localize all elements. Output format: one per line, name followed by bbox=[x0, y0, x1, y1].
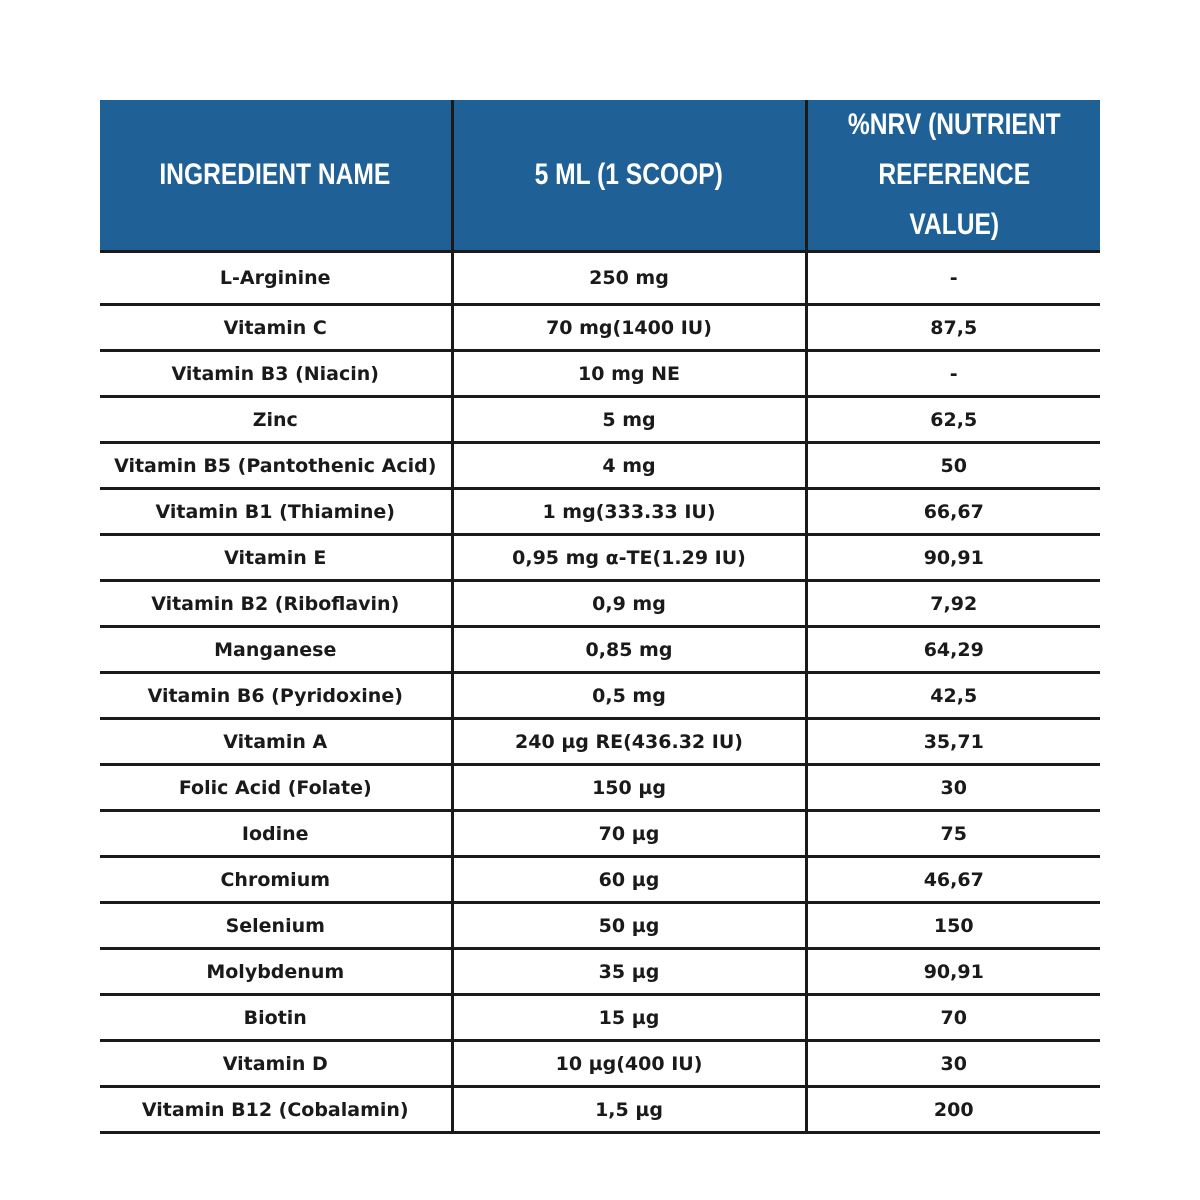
amount-cell: 50 µg bbox=[452, 903, 806, 949]
table-row bbox=[100, 1087, 1100, 1133]
ingredient-name-cell: Biotin bbox=[100, 995, 452, 1041]
ingredient-name-cell: Vitamin E bbox=[100, 535, 452, 581]
header-row bbox=[100, 100, 1100, 252]
amount-cell: 1 mg(333.33 IU) bbox=[452, 489, 806, 535]
table-row bbox=[100, 1041, 1100, 1087]
ingredient-name-cell: Molybdenum bbox=[100, 949, 452, 995]
amount-cell: 60 µg bbox=[452, 857, 806, 903]
table-body bbox=[100, 252, 1100, 1133]
table-row bbox=[100, 719, 1100, 765]
amount-cell: 10 µg(400 IU) bbox=[452, 1041, 806, 1087]
amount-cell: 5 mg bbox=[452, 397, 806, 443]
nrv-cell: 200 bbox=[806, 1087, 1100, 1133]
nrv-cell: 66,67 bbox=[806, 489, 1100, 535]
ingredient-name-cell: Vitamin B2 (Riboflavin) bbox=[100, 581, 452, 627]
amount-cell: 70 mg(1400 IU) bbox=[452, 305, 806, 351]
header-serving-size bbox=[452, 100, 806, 252]
nrv-cell: 50 bbox=[806, 443, 1100, 489]
amount-cell: 240 µg RE(436.32 IU) bbox=[452, 719, 806, 765]
ingredient-name-cell: Vitamin B12 (Cobalamin) bbox=[100, 1087, 452, 1133]
nrv-cell: 30 bbox=[806, 765, 1100, 811]
table-row bbox=[100, 305, 1100, 351]
ingredient-name-cell: Selenium bbox=[100, 903, 452, 949]
table-row bbox=[100, 252, 1100, 305]
table-row bbox=[100, 397, 1100, 443]
table-header bbox=[100, 100, 1100, 252]
table-row bbox=[100, 535, 1100, 581]
table-row bbox=[100, 673, 1100, 719]
nrv-cell: 90,91 bbox=[806, 949, 1100, 995]
amount-cell: 4 mg bbox=[452, 443, 806, 489]
header-nrv-label: %NRV (NUTRIENT REFERENCE VALUE) bbox=[847, 108, 1061, 241]
ingredient-name-cell: Vitamin A bbox=[100, 719, 452, 765]
nrv-cell: - bbox=[806, 351, 1100, 397]
nrv-cell: 150 bbox=[806, 903, 1100, 949]
amount-cell: 35 µg bbox=[452, 949, 806, 995]
ingredient-name-cell: L-Arginine bbox=[100, 252, 452, 305]
amount-cell: 1,5 µg bbox=[452, 1087, 806, 1133]
nrv-cell: 70 bbox=[806, 995, 1100, 1041]
ingredient-name-cell: Manganese bbox=[100, 627, 452, 673]
nrv-cell: 75 bbox=[806, 811, 1100, 857]
header-ingredient-name-label: INGREDIENT NAME bbox=[159, 158, 391, 191]
ingredient-name-cell: Vitamin B1 (Thiamine) bbox=[100, 489, 452, 535]
nrv-cell: 64,29 bbox=[806, 627, 1100, 673]
nrv-cell: - bbox=[806, 252, 1100, 305]
table-row bbox=[100, 949, 1100, 995]
table-row bbox=[100, 765, 1100, 811]
amount-cell: 250 mg bbox=[452, 252, 806, 305]
table-row bbox=[100, 903, 1100, 949]
nrv-cell: 90,91 bbox=[806, 535, 1100, 581]
nrv-cell: 7,92 bbox=[806, 581, 1100, 627]
ingredient-name-cell: Zinc bbox=[100, 397, 452, 443]
header-nrv bbox=[806, 100, 1100, 252]
amount-cell: 150 µg bbox=[452, 765, 806, 811]
amount-cell: 70 µg bbox=[452, 811, 806, 857]
ingredient-name-cell: Iodine bbox=[100, 811, 452, 857]
table-row bbox=[100, 811, 1100, 857]
table-row bbox=[100, 351, 1100, 397]
nutrition-table-container bbox=[100, 100, 1100, 1121]
amount-cell: 15 µg bbox=[452, 995, 806, 1041]
amount-cell: 0,95 mg α-TE(1.29 IU) bbox=[452, 535, 806, 581]
ingredient-name-cell: Vitamin D bbox=[100, 1041, 452, 1087]
nrv-cell: 42,5 bbox=[806, 673, 1100, 719]
ingredient-name-cell: Vitamin B5 (Pantothenic Acid) bbox=[100, 443, 452, 489]
nrv-cell: 46,67 bbox=[806, 857, 1100, 903]
ingredient-name-cell: Vitamin C bbox=[100, 305, 452, 351]
nrv-cell: 35,71 bbox=[806, 719, 1100, 765]
nrv-cell: 62,5 bbox=[806, 397, 1100, 443]
table-row bbox=[100, 443, 1100, 489]
table-row bbox=[100, 857, 1100, 903]
header-serving-size-label: 5 ML (1 SCOOP) bbox=[534, 158, 724, 191]
table-row bbox=[100, 995, 1100, 1041]
table-row bbox=[100, 489, 1100, 535]
ingredient-name-cell: Chromium bbox=[100, 857, 452, 903]
amount-cell: 0,85 mg bbox=[452, 627, 806, 673]
nrv-cell: 87,5 bbox=[806, 305, 1100, 351]
amount-cell: 0,9 mg bbox=[452, 581, 806, 627]
table-row bbox=[100, 581, 1100, 627]
header-ingredient-name bbox=[100, 100, 452, 252]
nutrition-table bbox=[100, 100, 1100, 1134]
ingredient-name-cell: Folic Acid (Folate) bbox=[100, 765, 452, 811]
nrv-cell: 30 bbox=[806, 1041, 1100, 1087]
amount-cell: 0,5 mg bbox=[452, 673, 806, 719]
table-row bbox=[100, 627, 1100, 673]
ingredient-name-cell: Vitamin B6 (Pyridoxine) bbox=[100, 673, 452, 719]
amount-cell: 10 mg NE bbox=[452, 351, 806, 397]
ingredient-name-cell: Vitamin B3 (Niacin) bbox=[100, 351, 452, 397]
